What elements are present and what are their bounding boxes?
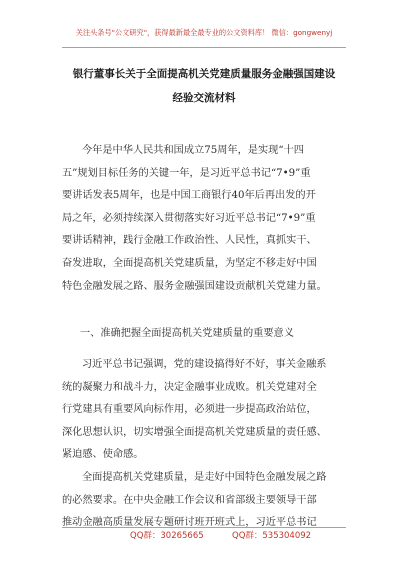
paragraph-2 <box>62 354 346 467</box>
header-divider <box>62 47 346 48</box>
paragraph-line: 行党建具有重要风向标作用，必须进一步提高政治站位， <box>62 404 317 416</box>
paragraph-line: 统的凝聚力和战斗力，决定金融事业成败。机关党建对全 <box>62 381 317 393</box>
document-title-line2: 经验交流材料 <box>172 92 236 104</box>
paragraph-line: 特色金融发展之路、服务金融强国建设贡献机关党建力量。 <box>62 280 327 292</box>
paragraph-line: 习近平总书记强调，党的建设搞得好不好，事关金融系 <box>82 359 327 370</box>
paragraph-line: 全面提高机关党建质量，是走好中国特色金融发展之路 <box>82 472 327 483</box>
paragraph-line: 紧迫感、使命感。 <box>62 449 144 461</box>
paragraph-1 <box>62 140 346 298</box>
paragraph-line: 今年是中华人民共和国成立75周年，是实现“十四 <box>82 145 304 156</box>
footer-qq-group: QQ群：30265665 <box>130 531 204 541</box>
section-heading-1: 一、准确把握全面提高机关党建质量的重要意义 <box>80 328 294 339</box>
footer-divider <box>62 527 346 528</box>
footer-qq-group-2: QQ群：535304092 <box>232 531 312 541</box>
paragraph-3 <box>62 467 346 535</box>
document-title-line1: 银行董事长关于全面提高机关党建质量服务金融强国建设 <box>72 68 336 80</box>
paragraph-line: 要讲话精神，践行金融工作政治性、人民性，真抓实干、 <box>62 235 317 247</box>
paragraph-line: 的必然要求。在中央金融工作会议和省部级主要领导干部 <box>62 494 317 506</box>
paragraph-line: 奋发进取，全面提高机关党建质量，为坚定不移走好中国 <box>62 257 317 269</box>
paragraph-line: 推动金融高质量发展专题研讨班开班式上，习近平总书记 <box>62 517 317 529</box>
paragraph-line: 要讲话发表5周年，也是中国工商银行40年后再出发的开 <box>62 190 316 202</box>
header-notice: 关注头条号"公文研究"，获得最新最全最专业的公文资料库！ 微信：gongwenyj <box>75 28 333 37</box>
paragraph-line: 局之年，必须持续深入贯彻落实好习近平总书记“7•9”重 <box>62 212 316 224</box>
paragraph-line: 五”规划目标任务的关键一年，是习近平总书记“7•9”重 <box>62 167 311 179</box>
paragraph-line: 深化思想认识，切实增强全面提高机关党建质量的责任感、 <box>62 426 327 438</box>
